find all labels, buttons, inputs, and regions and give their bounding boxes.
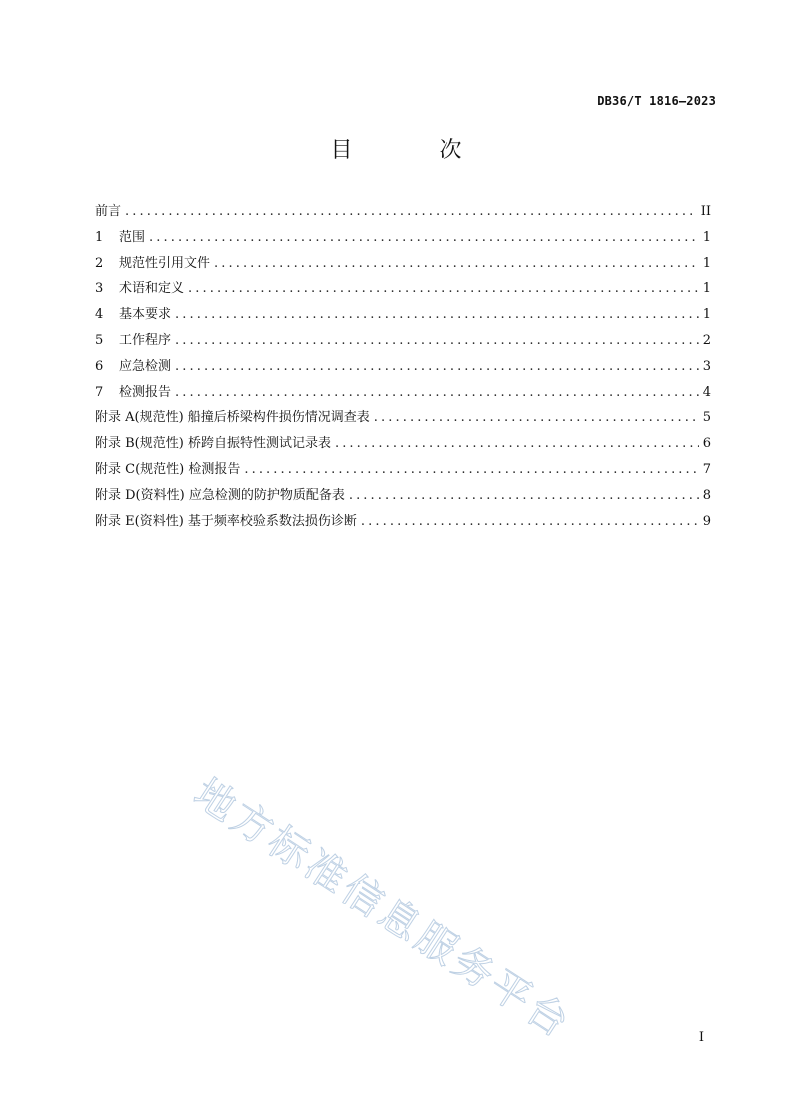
toc-entry-number: 3 xyxy=(95,281,104,297)
toc-dot-leader xyxy=(214,254,699,274)
toc-entry[interactable] xyxy=(95,460,711,486)
toc-entry-label: 基本要求 xyxy=(119,307,172,323)
toc-dot-leader xyxy=(335,434,699,454)
toc-entry[interactable] xyxy=(95,512,711,538)
toc-entry-page: II xyxy=(700,204,711,219)
toc-entry-label: 附录 C(规范性) 检测报告 xyxy=(95,461,241,477)
toc-entry-page: 5 xyxy=(702,410,711,426)
toc-dot-leader xyxy=(244,460,698,480)
toc-entry-number: 1 xyxy=(95,229,104,245)
toc-entry[interactable] xyxy=(95,279,711,305)
document-code: DB36/T 1816—2023 xyxy=(597,94,716,108)
toc-entry[interactable] xyxy=(95,434,711,460)
toc-dot-leader xyxy=(125,202,697,222)
toc-entry-page: 3 xyxy=(702,358,711,374)
toc-dot-leader xyxy=(175,357,699,377)
toc-entry-label: 术语和定义 xyxy=(119,281,185,297)
toc-dot-leader xyxy=(149,228,699,248)
toc-dot-leader xyxy=(374,408,699,428)
toc-entry-label: 附录 B(规范性) 桥跨自振特性测试记录表 xyxy=(95,436,331,452)
toc-entry-page: 1 xyxy=(702,307,711,323)
toc-entry-page: 8 xyxy=(702,487,711,503)
toc-entry-page: 1 xyxy=(702,255,711,271)
toc-entry-page: 4 xyxy=(702,384,711,400)
toc-entry-page: 6 xyxy=(702,436,711,452)
toc-entry[interactable] xyxy=(95,254,711,280)
toc-entry-label: 附录 A(规范性) 船撞后桥梁构件损伤情况调查表 xyxy=(95,410,370,426)
toc-entry[interactable] xyxy=(95,408,711,434)
toc-dot-leader xyxy=(175,331,699,351)
toc-entry-number: 5 xyxy=(95,332,104,348)
toc-dot-leader xyxy=(361,512,699,532)
toc-entry-label: 工作程序 xyxy=(119,332,172,348)
toc-dot-leader xyxy=(188,279,699,299)
toc-entry-number: 6 xyxy=(95,358,104,374)
toc-entry-label: 规范性引用文件 xyxy=(119,255,211,271)
page-number: I xyxy=(698,1030,704,1045)
toc-entry-page: 9 xyxy=(702,513,711,529)
toc-entry-page: 1 xyxy=(702,281,711,297)
page-title: 目 次 xyxy=(330,138,502,163)
toc-entry[interactable] xyxy=(95,486,711,512)
toc-entry[interactable] xyxy=(95,305,711,331)
toc-dot-leader xyxy=(175,305,699,325)
toc-entry-label: 附录 D(资料性) 应急检测的防护物质配备表 xyxy=(95,487,345,503)
toc-dot-leader xyxy=(349,486,699,506)
toc-entry[interactable] xyxy=(95,228,711,254)
toc-entry-label: 范围 xyxy=(119,229,146,245)
toc-entry-page: 2 xyxy=(702,332,711,348)
toc-entry[interactable] xyxy=(95,383,711,409)
toc-entry-number: 7 xyxy=(95,384,104,400)
toc-entry[interactable] xyxy=(95,202,711,228)
watermark: 地方标准信息服务平台 xyxy=(185,770,580,1049)
toc-entry-number: 2 xyxy=(95,255,104,271)
toc-entry-label: 前言 xyxy=(95,204,122,219)
toc-entry-page: 1 xyxy=(702,229,711,245)
table-of-contents xyxy=(95,202,711,537)
toc-dot-leader xyxy=(175,383,699,403)
toc-entry-number: 4 xyxy=(95,307,104,323)
toc-entry[interactable] xyxy=(95,331,711,357)
toc-entry[interactable] xyxy=(95,357,711,383)
toc-entry-page: 7 xyxy=(702,461,711,477)
toc-entry-label: 应急检测 xyxy=(119,358,172,374)
toc-entry-label: 附录 E(资料性) 基于频率校验系数法损伤诊断 xyxy=(95,513,357,529)
toc-entry-label: 检测报告 xyxy=(119,384,172,400)
